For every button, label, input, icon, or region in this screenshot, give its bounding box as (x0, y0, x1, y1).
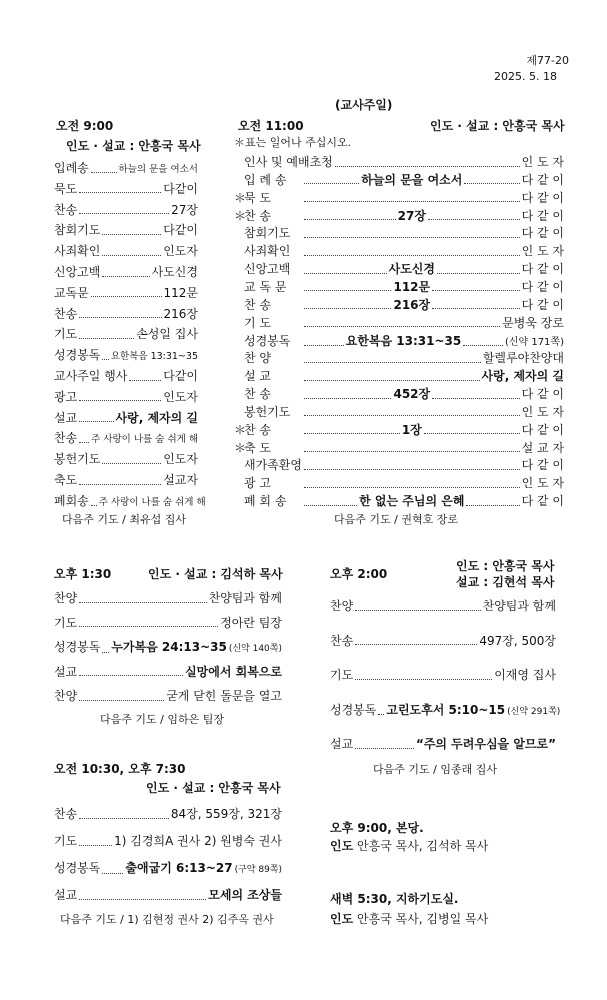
dot-leader (102, 872, 123, 874)
item-value: 찬양팀과 함께 (482, 599, 556, 613)
item-value: 인 도 자 (521, 244, 564, 259)
service-leaders (330, 911, 488, 928)
dot-leader (304, 414, 520, 416)
item-detail: 요한복음 13:31~35 (345, 333, 462, 348)
item-value: 정아란 팀장 (220, 615, 282, 630)
dot-leader (355, 609, 480, 611)
item-value: 216장 (163, 306, 198, 321)
item-value: 사랑, 제자의 길 (115, 410, 198, 425)
item-value: 497장, 500장 (479, 633, 556, 648)
item-value: 누가복음 24:13~35 (111, 640, 227, 654)
next-week-prayer: 다음주 기도 / 임하은 팀장 (100, 713, 224, 726)
dot-leader (304, 432, 400, 434)
item-label: 성경봉독 (330, 702, 377, 717)
item-value: 다같이 (163, 369, 198, 383)
dot-leader (355, 747, 414, 749)
dot-leader (102, 254, 161, 256)
item-value: 인 도 자 (521, 404, 564, 419)
dot-leader (102, 358, 108, 360)
item-label: 폐 회 송 (244, 494, 287, 509)
item-value: 찬양팀과 함께 (208, 591, 282, 605)
item-value: 주 사랑이 나를 숨 쉬게 해 (91, 434, 198, 446)
item-label: 설교 (330, 737, 354, 751)
dot-leader (102, 275, 149, 277)
dot-leader (304, 397, 391, 399)
item-detail: 1장 (401, 422, 422, 437)
item-label: 설교 (54, 888, 78, 902)
item-value: 실망에서 회복으로 (185, 664, 282, 679)
item-label: 찬양 (330, 599, 354, 613)
leader-names: 안흥국 목사, 김석하 목사 (357, 839, 489, 853)
program-item (234, 190, 564, 207)
program-item (54, 887, 282, 904)
item-value: 112문 (163, 285, 198, 300)
dot-leader (79, 844, 112, 846)
item-label: 성경봉독 (244, 333, 291, 348)
dot-leader (355, 643, 477, 645)
item-label: 성경봉독 (54, 861, 101, 875)
item-label: 참회기도 (244, 226, 291, 241)
program-item (54, 860, 282, 879)
next-week-prayer: 다음주 기도 / 최유섭 집사 (62, 513, 186, 526)
item-value: (신약 171쪽) (504, 336, 564, 348)
program-item (234, 475, 564, 492)
program-item (54, 202, 198, 219)
dot-leader (304, 450, 520, 452)
next-week-prayer: 다음주 기도 / 권혁호 장로 (334, 513, 458, 526)
service-time: 오전 10:30, 오후 7:30 (54, 762, 186, 776)
item-label: 기도 (54, 327, 78, 342)
item-label: 찬 송 (244, 387, 271, 402)
dot-leader (304, 468, 520, 470)
item-detail: 216장 (393, 297, 431, 312)
standing-mark: ＊ (234, 190, 247, 205)
item-label: 축도 (54, 473, 78, 487)
item-label: 봉헌기도 (54, 452, 101, 467)
item-label: 찬 송 (244, 208, 271, 223)
dot-leader (79, 817, 169, 819)
leader-label: 인도 (330, 912, 354, 926)
program-item (54, 285, 198, 302)
dot-leader (335, 165, 520, 167)
item-value: 27장 (171, 202, 198, 217)
dot-leader (304, 379, 480, 381)
dot-leader (79, 898, 206, 900)
program-item (234, 154, 564, 171)
dot-leader (79, 316, 161, 318)
item-label: 기도 (330, 668, 354, 682)
item-label: 신앙고백 (54, 265, 101, 279)
item-label: 기 도 (244, 315, 271, 330)
next-week-prayer: 다음주 기도 / 임종래 집사 (373, 763, 497, 776)
program-item (234, 243, 564, 260)
item-label: 찬 송 (244, 422, 271, 437)
bulletin-number: 제77-20 (526, 54, 569, 67)
program-item (330, 633, 556, 650)
item-label: 교사주일 행사 (54, 369, 128, 383)
service-time: 오후 1:30 (54, 567, 112, 581)
item-label: 찬송 (54, 202, 78, 217)
dot-leader (79, 441, 89, 443)
item-value: 하늘의 문을 여소서 (118, 164, 198, 175)
standing-mark: ＊ (234, 440, 247, 455)
program-item (54, 389, 198, 406)
dot-leader (91, 171, 117, 173)
service-leaders (330, 838, 488, 855)
item-detail: 27장 (397, 208, 426, 223)
dot-leader (355, 678, 492, 680)
dot-leader (304, 182, 359, 184)
program-item (234, 440, 564, 457)
program-item (54, 222, 198, 239)
dot-leader (304, 200, 520, 202)
item-detail: 452장 (393, 387, 431, 402)
dot-leader (304, 307, 391, 309)
item-label: 광고 (54, 389, 78, 404)
item-value: 사도신경 (151, 265, 198, 279)
item-value: 84장, 559장, 321장 (170, 807, 282, 821)
item-detail: 112문 (393, 279, 431, 294)
standing-note: ＊표는 일어나 주십시오. (234, 136, 352, 149)
item-label: 성경봉독 (54, 348, 101, 363)
service-time: 오후 9:00, 본당. (330, 821, 424, 835)
dot-leader (304, 289, 391, 291)
program-item (330, 598, 556, 615)
item-value: 주 사랑이 나를 숨 쉬게 해 (98, 496, 206, 508)
item-value: 설교자 (163, 473, 198, 487)
dot-leader (79, 674, 183, 676)
service-preacher: 설교 : 김현석 목사 (456, 575, 555, 589)
leader-names: 안흥국 목사, 김병일 목사 (357, 912, 489, 926)
service-leader: 인도 · 설교 : 안흥국 목사 (430, 119, 565, 133)
program-item (54, 368, 198, 385)
dot-leader (432, 397, 519, 399)
item-label: 축 도 (244, 440, 271, 455)
dot-leader (102, 233, 161, 235)
item-value: 할렐루야찬양대 (482, 351, 564, 366)
item-value: 다 같 이 (521, 422, 565, 437)
program-item (54, 430, 198, 448)
dot-leader (304, 344, 344, 346)
item-label: 인사 및 예배초청 (244, 155, 333, 169)
program-item (54, 493, 206, 511)
service-time: 새벽 5:30, 지하기도실. (330, 892, 459, 906)
item-value: 다같이 (163, 181, 198, 196)
program-item (54, 664, 282, 681)
page-title: (교사주일) (335, 98, 393, 112)
dot-leader (378, 713, 384, 715)
dot-leader (79, 699, 164, 701)
item-value: 인 도 자 (521, 476, 564, 491)
program-item (54, 806, 282, 823)
item-value: 인도자 (163, 452, 198, 467)
program-item (54, 181, 198, 198)
program-item (234, 279, 564, 296)
program-item (54, 410, 198, 427)
dot-leader (304, 236, 520, 238)
item-value: 모세의 조상들 (208, 888, 282, 902)
dot-leader (424, 432, 520, 434)
program-item (234, 404, 564, 421)
dot-leader (304, 361, 481, 363)
dot-leader (304, 504, 357, 506)
item-label: 찬송 (54, 807, 78, 821)
program-item (54, 615, 282, 632)
item-label: 묵도 (54, 181, 78, 196)
dot-leader (466, 504, 519, 506)
dot-leader (304, 325, 500, 327)
dot-leader (304, 486, 520, 488)
program-item (54, 243, 198, 260)
item-label: 설교 (54, 410, 78, 425)
item-value: 출애굽기 6:13~27 (125, 861, 233, 875)
item-label: 묵 도 (244, 190, 271, 205)
dot-leader (79, 601, 206, 603)
dot-leader (102, 651, 109, 653)
item-detail: 한 없는 주님의 은혜 (359, 494, 465, 509)
item-detail: 사도신경 (388, 262, 435, 277)
item-label: 찬 송 (244, 297, 271, 312)
item-label: 광 고 (244, 476, 271, 491)
bulletin-date: 2025. 5. 18 (494, 70, 557, 83)
item-label: 찬송 (330, 633, 354, 648)
program-item (234, 261, 564, 278)
item-label: 참회기도 (54, 223, 101, 238)
item-value: 인도자 (163, 244, 198, 259)
program-item (54, 306, 198, 323)
item-label: 기도 (54, 834, 78, 848)
program-item (234, 350, 564, 367)
leader-label: 인도 (330, 839, 354, 853)
item-value: 다 같 이 (521, 172, 564, 187)
item-value: 다 같 이 (521, 208, 565, 223)
dot-leader (428, 218, 520, 220)
program-item (54, 688, 282, 705)
item-label: 찬송 (54, 306, 78, 321)
item-label: 찬 양 (244, 351, 271, 366)
program-item (234, 457, 564, 474)
item-value: “주의 두려우심을 알므로” (415, 737, 556, 751)
program-item (234, 225, 564, 242)
service-leader: 인도 · 설교 : 안흥국 목사 (146, 781, 281, 795)
page-reference: (신약 140쪽) (228, 644, 282, 654)
program-item (234, 422, 564, 439)
item-value: 사랑, 제자의 길 (481, 369, 564, 384)
item-label: 찬양 (54, 591, 78, 605)
item-label: 교독문 (54, 285, 89, 300)
program-item (234, 493, 564, 510)
program-item (54, 590, 282, 607)
program-item (54, 451, 198, 468)
item-label: 찬양 (54, 689, 78, 703)
service-time: 오전 11:00 (238, 119, 304, 133)
dot-leader (79, 191, 161, 193)
dot-leader (304, 254, 520, 256)
dot-leader (432, 289, 519, 291)
dot-leader (91, 295, 162, 297)
program-item (54, 347, 198, 365)
service-time: 오후 2:00 (330, 567, 388, 581)
item-value: 다 같 이 (521, 387, 564, 402)
dot-leader (432, 307, 519, 309)
item-value: 이재영 집사 (494, 668, 556, 682)
program-item (54, 833, 282, 850)
item-value: 다 같 이 (521, 458, 564, 473)
dot-leader (79, 337, 134, 339)
program-item (330, 702, 561, 721)
item-value: 인도자 (163, 389, 198, 404)
program-item (234, 208, 564, 225)
item-value: 다같이 (163, 223, 198, 238)
page-reference: (신약 291쪽) (507, 706, 561, 717)
program-item (234, 333, 564, 351)
item-label: 성경봉독 (54, 640, 101, 654)
dot-leader (464, 182, 519, 184)
item-value: 요한복음 13:31~35 (110, 351, 198, 363)
item-label: 폐회송 (54, 493, 89, 508)
dot-leader (304, 218, 396, 220)
dot-leader (79, 212, 169, 214)
program-item (330, 667, 556, 684)
item-label: 사죄확인 (54, 244, 101, 259)
item-value: 다 같 이 (521, 297, 564, 312)
dot-leader (437, 272, 520, 274)
program-item (54, 326, 198, 343)
program-item (54, 639, 282, 658)
item-label: 입례송 (54, 161, 89, 175)
item-value: 다 같 이 (521, 494, 564, 509)
dot-leader (79, 625, 218, 627)
item-value: 인 도 자 (521, 155, 564, 169)
item-value: 문병욱 장로 (502, 315, 564, 330)
item-value: 다 같 이 (521, 226, 564, 241)
item-value: 고린도후서 5:10~15 (386, 702, 506, 717)
service-leader: 인도 · 설교 : 김석하 목사 (148, 567, 283, 581)
item-label: 신앙고백 (244, 262, 291, 277)
dot-leader (463, 344, 503, 346)
service-time: 오전 9:00 (56, 119, 114, 133)
item-label: 입 례 송 (244, 172, 287, 187)
item-label: 설교 (54, 664, 78, 679)
item-label: 봉헌기도 (244, 404, 291, 419)
item-value: 1) 김경희A 권사 2) 원병숙 권사 (114, 834, 282, 848)
program-item (234, 315, 564, 332)
dot-leader (129, 379, 161, 381)
item-label: 교 독 문 (244, 279, 287, 294)
program-item (234, 172, 564, 189)
item-value: 다 같 이 (521, 190, 564, 205)
program-item (54, 472, 198, 489)
dot-leader (79, 399, 161, 401)
item-label: 찬송 (54, 431, 78, 446)
dot-leader (102, 462, 161, 464)
item-value: 다 같 이 (521, 279, 564, 294)
dot-leader (91, 504, 97, 506)
program-item (54, 264, 198, 281)
item-value: 굳게 닫힌 돌문을 열고 (166, 689, 282, 703)
item-value: 다 같 이 (521, 262, 564, 277)
item-label: 사죄확인 (244, 244, 291, 259)
dot-leader (79, 420, 113, 422)
standing-mark: ＊ (234, 422, 247, 437)
item-label: 설 교 (244, 369, 271, 384)
item-detail: 하늘의 문을 여소서 (361, 172, 463, 187)
service-leader: 인도 · 설교 : 안흥국 목사 (66, 139, 201, 153)
program-item (330, 736, 556, 753)
item-value: 설 교 자 (521, 440, 564, 455)
standing-mark: ＊ (234, 208, 247, 223)
item-label: 새가족환영 (244, 458, 302, 473)
program-item (234, 297, 564, 314)
program-item (234, 386, 564, 403)
program-item (54, 160, 198, 178)
dot-leader (79, 483, 161, 485)
program-item (234, 368, 564, 385)
dot-leader (304, 272, 387, 274)
item-value: 손성일 집사 (136, 327, 198, 342)
next-week-prayer: 다음주 기도 / 1) 김현정 권사 2) 김주옥 권사 (60, 913, 274, 926)
page-reference: (구약 89쪽) (234, 865, 282, 875)
item-label: 기도 (54, 615, 78, 630)
service-leader: 인도 : 안흥국 목사 (456, 559, 555, 573)
